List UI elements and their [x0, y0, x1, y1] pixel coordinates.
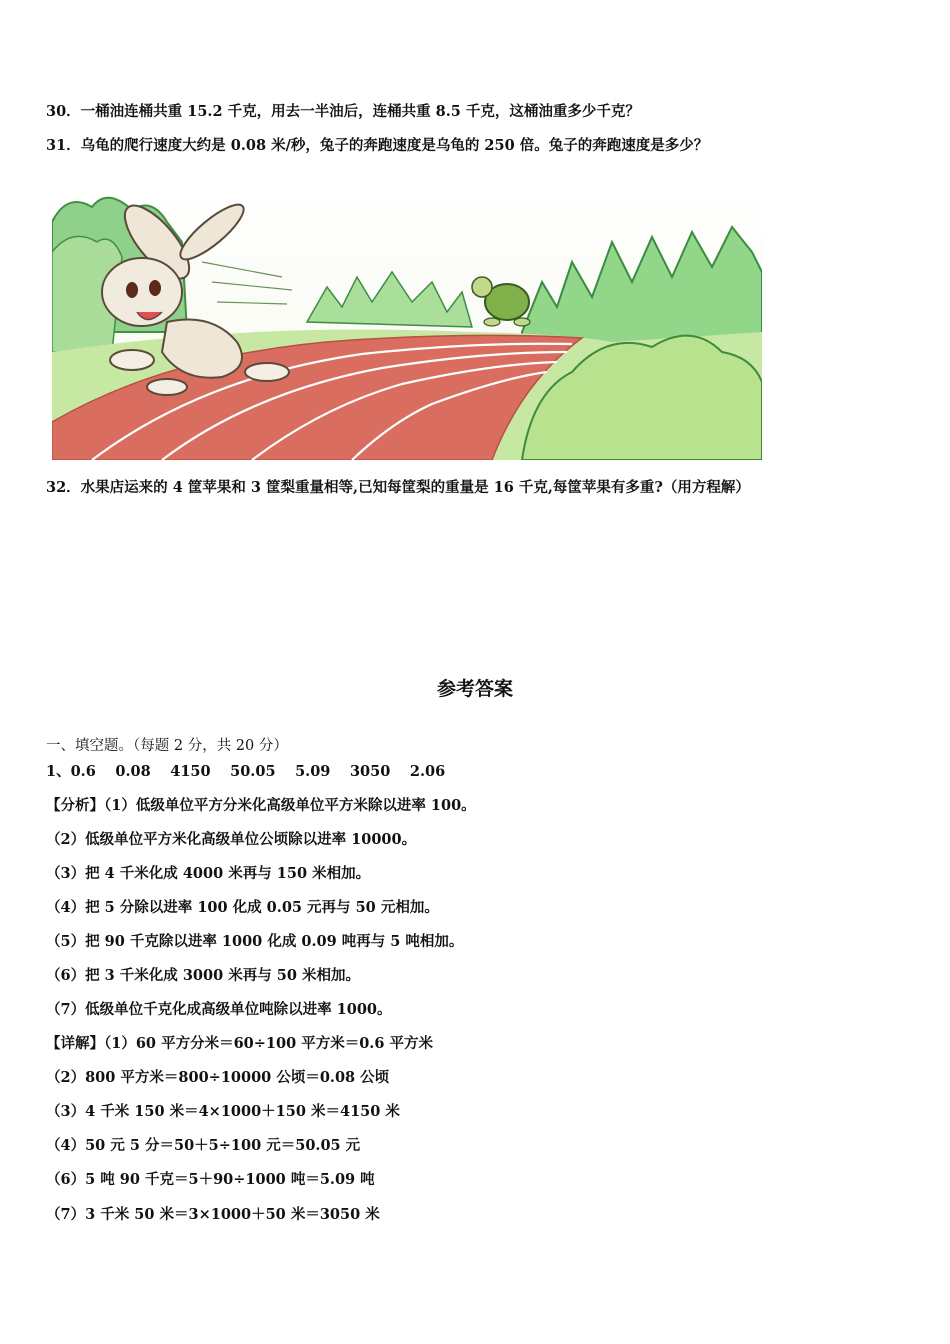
analysis-line: 【分析】（1）低级单位平方分米化高级单位平方米除以进率 100。 [46, 797, 476, 814]
question-30: 30．一桶油连桶共重 15.2 千克，用去一半油后，连桶共重 8.5 千克，这桶油重多少千克？ [46, 103, 640, 120]
detail-line: （7）3 千米 50 米＝3×1000＋50 米＝3050 米 [46, 1206, 380, 1223]
answers-title: 参考答案 [436, 678, 513, 700]
analysis-line: （6）把 3 千米化成 3000 米再与 50 米相加。 [46, 967, 361, 984]
rabbit-tortoise-race-illustration [52, 182, 762, 460]
detail-line: 【详解】（1）60 平方分米＝60÷100 平方米＝0.6 平方米 [46, 1035, 433, 1052]
question-31: 31．乌龟的爬行速度大约是 0.08 米/秒，兔子的奔跑速度是乌龟的 250 倍。兔子的奔跑速度是多少？ [46, 137, 709, 154]
question-32: 32．水果店运来的 4 筐苹果和 3 筐梨重量相等,已知每筐梨的重量是 16 千克,每筐苹果有多重?（用方程解） [46, 479, 750, 496]
detail-line: （3）4 千米 150 米＝4×1000＋150 米＝4150 米 [46, 1103, 400, 1120]
answer-line-1: 1、0.6 0.08 4150 50.05 5.09 3050 2.06 [46, 763, 446, 780]
analysis-line: （2）低级单位平方米化高级单位公顷除以进率 10000。 [46, 831, 417, 848]
detail-line: （6）5 吨 90 千克＝5＋90÷1000 吨＝5.09 吨 [46, 1171, 375, 1188]
detail-line: （2）800 平方米＝800÷10000 公顷＝0.08 公顷 [46, 1069, 390, 1086]
analysis-line: （7）低级单位千克化成高级单位吨除以进率 1000。 [46, 1001, 392, 1018]
analysis-line: （4）把 5 分除以进率 100 化成 0.05 元再与 50 元相加。 [46, 899, 439, 916]
analysis-line: （3）把 4 千米化成 4000 米再与 150 米相加。 [46, 865, 371, 882]
section-heading: 一、填空题。（每题 2 分，共 20 分） [46, 738, 288, 754]
detail-line: （4）50 元 5 分＝50＋5÷100 元＝50.05 元 [46, 1137, 361, 1154]
analysis-line: （5）把 90 千克除以进率 1000 化成 0.09 吨再与 5 吨相加。 [46, 933, 464, 950]
